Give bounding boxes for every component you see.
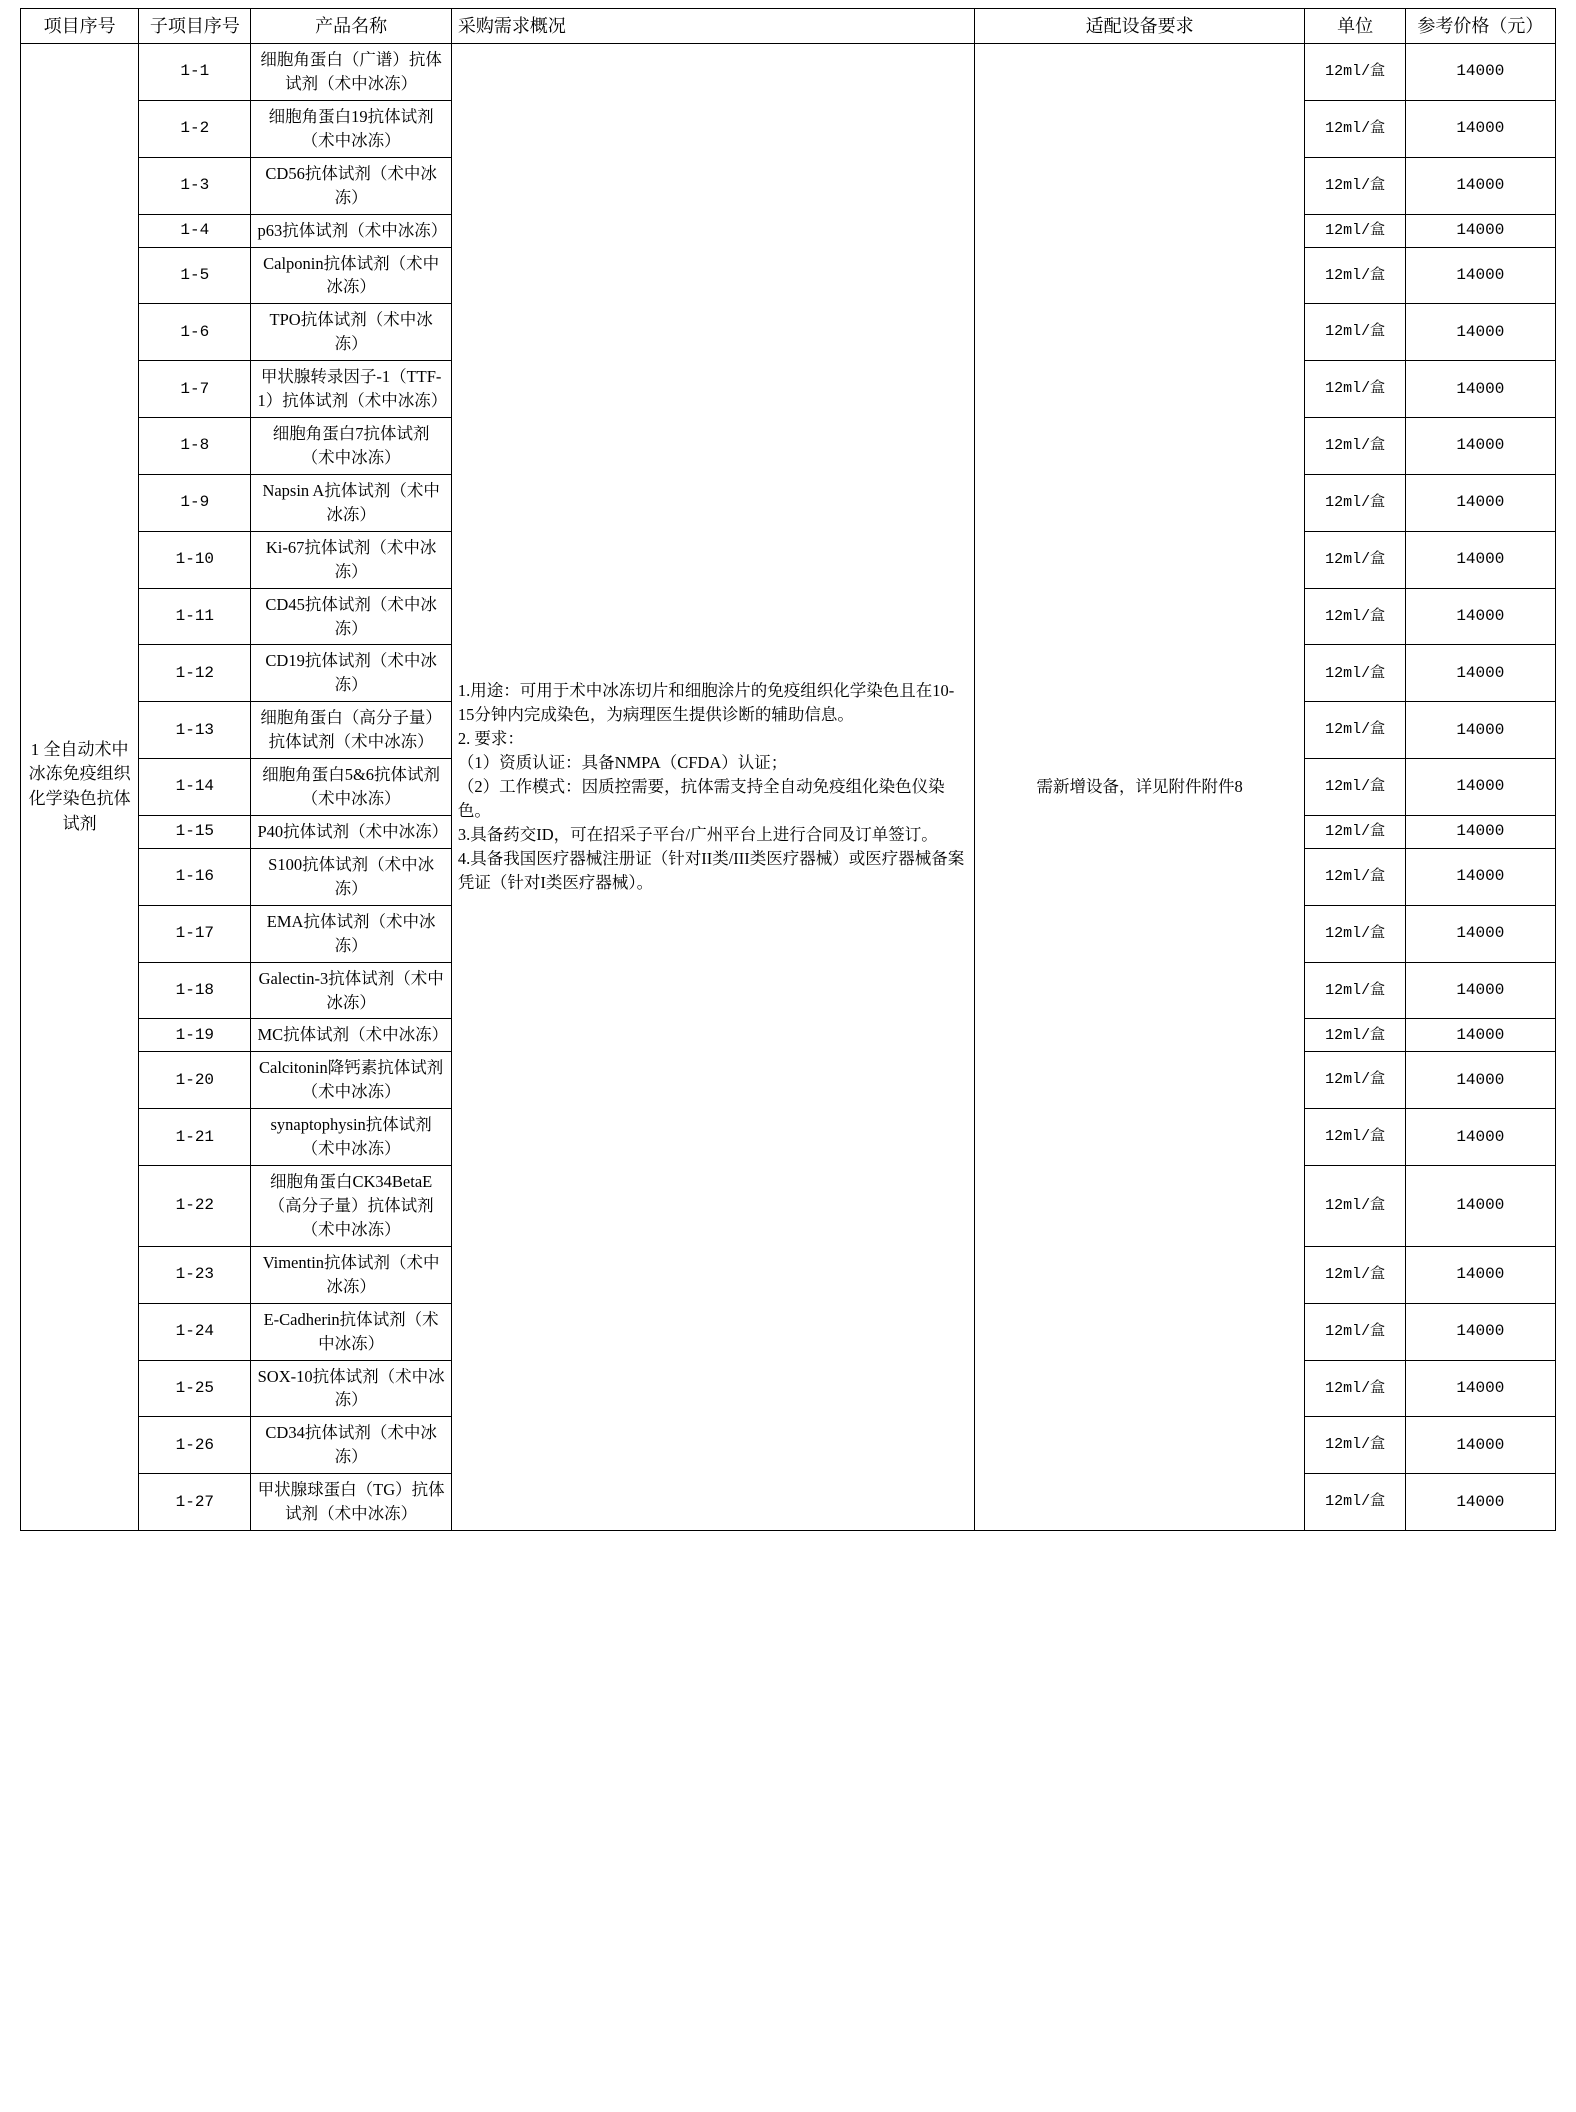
reference-price-cell: 14000 [1405, 588, 1555, 645]
reference-price-cell: 14000 [1405, 905, 1555, 962]
product-name-cell: CD34抗体试剂（术中冰冻） [251, 1417, 451, 1474]
unit-cell: 12ml/盒 [1305, 1109, 1405, 1166]
unit-cell: 12ml/盒 [1305, 44, 1405, 101]
unit-cell: 12ml/盒 [1305, 418, 1405, 475]
product-name-cell: CD56抗体试剂（术中冰冻） [251, 157, 451, 214]
product-name-cell: Napsin A抗体试剂（术中冰冻） [251, 474, 451, 531]
sub-project-number-cell: 1-15 [139, 815, 251, 848]
reference-price-cell: 14000 [1405, 474, 1555, 531]
header-row [21, 9, 1556, 44]
unit-cell: 12ml/盒 [1305, 702, 1405, 759]
product-name-cell: TPO抗体试剂（术中冰冻） [251, 304, 451, 361]
unit-cell: 12ml/盒 [1305, 1052, 1405, 1109]
unit-cell: 12ml/盒 [1305, 588, 1405, 645]
sub-project-number-cell: 1-23 [139, 1246, 251, 1303]
product-name-cell: 细胞角蛋白7抗体试剂（术中冰冻） [251, 418, 451, 475]
unit-cell: 12ml/盒 [1305, 247, 1405, 304]
product-name-cell: Calponin抗体试剂（术中冰冻） [251, 247, 451, 304]
product-name-cell: Ki-67抗体试剂（术中冰冻） [251, 531, 451, 588]
reference-price-cell: 14000 [1405, 214, 1555, 247]
product-name-cell: CD19抗体试剂（术中冰冻） [251, 645, 451, 702]
sub-project-number-cell: 1-26 [139, 1417, 251, 1474]
reference-price-cell: 14000 [1405, 157, 1555, 214]
header-product-name: 产品名称 [251, 9, 451, 44]
sub-project-number-cell: 1-19 [139, 1019, 251, 1052]
sub-project-number-cell: 1-25 [139, 1360, 251, 1417]
sub-project-number-cell: 1-20 [139, 1052, 251, 1109]
sub-project-number-cell: 1-27 [139, 1474, 251, 1531]
unit-cell: 12ml/盒 [1305, 815, 1405, 848]
reference-price-cell: 14000 [1405, 531, 1555, 588]
header-unit: 单位 [1305, 9, 1405, 44]
sub-project-number-cell: 1-5 [139, 247, 251, 304]
project-number-cell: 1 全自动术中冰冻免疫组织化学染色抗体试剂 [21, 44, 139, 1531]
unit-cell: 12ml/盒 [1305, 100, 1405, 157]
sub-project-number-cell: 1-4 [139, 214, 251, 247]
product-name-cell: 细胞角蛋白CK34BetaE（高分子量）抗体试剂（术中冰冻） [251, 1166, 451, 1247]
sub-project-number-cell: 1-8 [139, 418, 251, 475]
unit-cell: 12ml/盒 [1305, 214, 1405, 247]
header-sub-project-no: 子项目序号 [139, 9, 251, 44]
sub-project-number-cell: 1-18 [139, 962, 251, 1019]
table-body [21, 44, 1556, 1531]
header-reference-price: 参考价格（元） [1405, 9, 1555, 44]
header-requirement: 采购需求概况 [451, 9, 974, 44]
sub-project-number-cell: 1-10 [139, 531, 251, 588]
product-name-cell: 甲状腺球蛋白（TG）抗体试剂（术中冰冻） [251, 1474, 451, 1531]
product-name-cell: P40抗体试剂（术中冰冻） [251, 815, 451, 848]
product-name-cell: EMA抗体试剂（术中冰冻） [251, 905, 451, 962]
product-name-cell: 细胞角蛋白5&6抗体试剂（术中冰冻） [251, 759, 451, 816]
product-name-cell: E-Cadherin抗体试剂（术中冰冻） [251, 1303, 451, 1360]
unit-cell: 12ml/盒 [1305, 361, 1405, 418]
reference-price-cell: 14000 [1405, 1303, 1555, 1360]
sub-project-number-cell: 1-6 [139, 304, 251, 361]
sub-project-number-cell: 1-3 [139, 157, 251, 214]
sub-project-number-cell: 1-17 [139, 905, 251, 962]
sub-project-number-cell: 1-12 [139, 645, 251, 702]
sub-project-number-cell: 1-24 [139, 1303, 251, 1360]
product-name-cell: Galectin-3抗体试剂（术中冰冻） [251, 962, 451, 1019]
reference-price-cell: 14000 [1405, 1474, 1555, 1531]
unit-cell: 12ml/盒 [1305, 157, 1405, 214]
device-requirement-cell: 需新增设备，详见附件附件8 [974, 44, 1305, 1531]
sub-project-number-cell: 1-21 [139, 1109, 251, 1166]
product-name-cell: p63抗体试剂（术中冰冻） [251, 214, 451, 247]
sub-project-number-cell: 1-13 [139, 702, 251, 759]
unit-cell: 12ml/盒 [1305, 848, 1405, 905]
product-name-cell: 细胞角蛋白（高分子量）抗体试剂（术中冰冻） [251, 702, 451, 759]
product-name-cell: Calcitonin降钙素抗体试剂（术中冰冻） [251, 1052, 451, 1109]
reference-price-cell: 14000 [1405, 100, 1555, 157]
unit-cell: 12ml/盒 [1305, 1417, 1405, 1474]
requirement-line: 3.具备药交ID，可在招采子平台/广州平台上进行合同及订单签订。 [457, 824, 938, 844]
product-name-cell: CD45抗体试剂（术中冰冻） [251, 588, 451, 645]
unit-cell: 12ml/盒 [1305, 645, 1405, 702]
unit-cell: 12ml/盒 [1305, 1303, 1405, 1360]
product-name-cell: synaptophysin抗体试剂（术中冰冻） [251, 1109, 451, 1166]
requirement-line: 4.具备我国医疗器械注册证（针对II类/III类医疗器械）或医疗器械备案凭证（针对I类医疗器械）。 [457, 848, 965, 892]
header-device-requirement: 适配设备要求 [974, 9, 1305, 44]
table-header [21, 9, 1556, 44]
reference-price-cell: 14000 [1405, 361, 1555, 418]
product-name-cell: S100抗体试剂（术中冰冻） [251, 848, 451, 905]
sub-project-number-cell: 1-2 [139, 100, 251, 157]
reference-price-cell: 14000 [1405, 848, 1555, 905]
unit-cell: 12ml/盒 [1305, 304, 1405, 361]
product-name-cell: 细胞角蛋白（广谱）抗体试剂（术中冰冻） [251, 44, 451, 101]
unit-cell: 12ml/盒 [1305, 1360, 1405, 1417]
unit-cell: 12ml/盒 [1305, 759, 1405, 816]
unit-cell: 12ml/盒 [1305, 1019, 1405, 1052]
reference-price-cell: 14000 [1405, 1360, 1555, 1417]
sub-project-number-cell: 1-22 [139, 1166, 251, 1247]
reference-price-cell: 14000 [1405, 1246, 1555, 1303]
product-name-cell: MC抗体试剂（术中冰冻） [251, 1019, 451, 1052]
sub-project-number-cell: 1-9 [139, 474, 251, 531]
table-row [21, 44, 1556, 101]
sub-project-number-cell: 1-16 [139, 848, 251, 905]
procurement-table [20, 8, 1556, 1531]
product-name-cell: Vimentin抗体试剂（术中冰冻） [251, 1246, 451, 1303]
unit-cell: 12ml/盒 [1305, 962, 1405, 1019]
requirement-line: （2）工作模式：因质控需要，抗体需支持全自动免疫组化染色仪染色。 [457, 777, 945, 821]
reference-price-cell: 14000 [1405, 702, 1555, 759]
unit-cell: 12ml/盒 [1305, 905, 1405, 962]
sub-project-number-cell: 1-7 [139, 361, 251, 418]
requirement-cell [451, 44, 974, 1531]
sub-project-number-cell: 1-11 [139, 588, 251, 645]
reference-price-cell: 14000 [1405, 44, 1555, 101]
unit-cell: 12ml/盒 [1305, 1166, 1405, 1247]
sub-project-number-cell: 1-1 [139, 44, 251, 101]
unit-cell: 12ml/盒 [1305, 474, 1405, 531]
sub-project-number-cell: 1-14 [139, 759, 251, 816]
reference-price-cell: 14000 [1405, 759, 1555, 816]
reference-price-cell: 14000 [1405, 1052, 1555, 1109]
requirement-line: 1.用途：可用于术中冰冻切片和细胞涂片的免疫组织化学染色且在10-15分钟内完成染色，为病理医生提供诊断的辅助信息。 [457, 681, 955, 725]
reference-price-cell: 14000 [1405, 304, 1555, 361]
product-name-cell: 甲状腺转录因子-1（TTF-1）抗体试剂（术中冰冻） [251, 361, 451, 418]
reference-price-cell: 14000 [1405, 1417, 1555, 1474]
reference-price-cell: 14000 [1405, 1109, 1555, 1166]
reference-price-cell: 14000 [1405, 1019, 1555, 1052]
reference-price-cell: 14000 [1405, 962, 1555, 1019]
unit-cell: 12ml/盒 [1305, 1474, 1405, 1531]
reference-price-cell: 14000 [1405, 247, 1555, 304]
requirement-line: 2. 要求： [457, 729, 524, 749]
unit-cell: 12ml/盒 [1305, 531, 1405, 588]
reference-price-cell: 14000 [1405, 815, 1555, 848]
unit-cell: 12ml/盒 [1305, 1246, 1405, 1303]
product-name-cell: SOX-10抗体试剂（术中冰冻） [251, 1360, 451, 1417]
reference-price-cell: 14000 [1405, 645, 1555, 702]
header-project-no: 项目序号 [21, 9, 139, 44]
reference-price-cell: 14000 [1405, 418, 1555, 475]
product-name-cell: 细胞角蛋白19抗体试剂（术中冰冻） [251, 100, 451, 157]
reference-price-cell: 14000 [1405, 1166, 1555, 1247]
requirement-line: （1）资质认证：具备NMPA（CFDA）认证； [457, 753, 788, 773]
